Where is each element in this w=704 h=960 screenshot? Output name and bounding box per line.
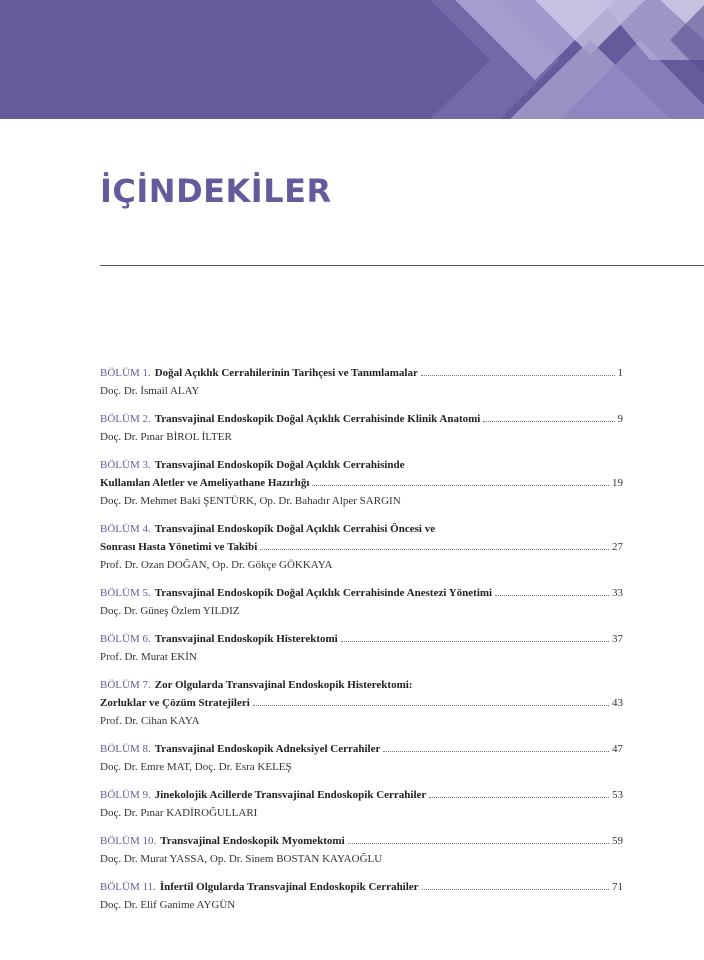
chapter-number: BÖLÜM 4.: [100, 523, 151, 535]
toc-title-line: [100, 630, 623, 648]
chapter-authors: Prof. Dr. Ozan DOĞAN, Op. Dr. Gökçe GÖKKAYA: [100, 559, 333, 571]
toc-title-line: [100, 520, 623, 538]
chapter-title: Sonrası Hasta Yönetimi ve Takibi: [100, 541, 258, 553]
chapter-title: Transvajinal Endoskopik Doğal Açıklık Cerrahisi Öncesi ve: [154, 523, 436, 535]
chapter-number: BÖLÜM 3.: [100, 459, 151, 471]
toc-entry[interactable]: [100, 786, 623, 822]
page-number: 59: [612, 835, 623, 847]
chapter-authors: Doç. Dr. Pınar KADİROĞULLARI: [100, 807, 258, 819]
chapter-title: Transvajinal Endoskopik Doğal Açıklık Cerrahisinde: [154, 459, 405, 471]
chapter-title: Transvajinal Endoskopik Doğal Açıklık Cerrahisinde Klinik Anatomi: [154, 413, 481, 425]
dot-leader: [383, 742, 609, 752]
dot-leader: [421, 366, 615, 376]
toc-entry[interactable]: [100, 410, 623, 446]
chapter-authors: Doç. Dr. Elif Ganime AYGÜN: [100, 899, 236, 911]
dot-leader: [260, 540, 609, 550]
toc-entry[interactable]: [100, 584, 623, 620]
chapter-title: İnfertil Olgularda Transvajinal Endoskopik Cerrahiler: [159, 881, 419, 893]
toc-entry[interactable]: [100, 740, 623, 776]
toc-entry[interactable]: [100, 832, 623, 868]
chapter-authors: Doç. Dr. Emre MAT, Doç. Dr. Esra KELEŞ: [100, 761, 292, 773]
page-number: 19: [612, 477, 623, 489]
chapter-number: BÖLÜM 9.: [100, 789, 151, 801]
geometric-pattern-decoration: [0, 0, 704, 119]
toc-title-line: [100, 584, 623, 602]
chapter-number: BÖLÜM 2.: [100, 413, 151, 425]
toc-entry[interactable]: [100, 520, 623, 574]
chapter-title: Kullanılan Aletler ve Ameliyathane Hazırlığı: [100, 477, 310, 489]
chapter-authors: Doç. Dr. İsmail ALAY: [100, 385, 200, 397]
chapter-number: BÖLÜM 11.: [100, 881, 156, 893]
toc-title-line: [100, 538, 623, 556]
dot-leader: [312, 476, 609, 486]
toc-title-line: [100, 410, 623, 428]
chapter-number: BÖLÜM 10.: [100, 835, 157, 847]
chapter-title: Transvajinal Endoskopik Histerektomi: [154, 633, 338, 645]
chapter-number: BÖLÜM 6.: [100, 633, 151, 645]
chapter-authors: Doç. Dr. Mehmet Baki ŞENTÜRK, Op. Dr. Bahadır Alper SARGIN: [100, 495, 401, 507]
page-title: İÇİNDEKİLER: [100, 172, 332, 210]
toc-title-line: [100, 832, 623, 850]
dot-leader: [483, 412, 614, 422]
page-number: 53: [612, 789, 623, 801]
divider: [100, 265, 704, 266]
chapter-authors: Doç. Dr. Murat YASSA, Op. Dr. Sinem BOSTAN KAYAOĞLU: [100, 853, 383, 865]
toc-title-line: [100, 740, 623, 758]
toc-entry[interactable]: [100, 364, 623, 400]
chapter-authors: Prof. Dr. Murat EKİN: [100, 651, 197, 663]
chapter-authors: Doç. Dr. Pınar BİROL İLTER: [100, 431, 232, 443]
dot-leader: [348, 834, 609, 844]
toc-entry[interactable]: [100, 630, 623, 666]
toc-entry[interactable]: [100, 878, 623, 914]
chapter-authors: Prof. Dr. Cihan KAYA: [100, 715, 200, 727]
toc-title-line: [100, 456, 623, 474]
toc-title-line: [100, 474, 623, 492]
dot-leader: [422, 880, 609, 890]
chapter-title: Doğal Açıklık Cerrahilerinin Tarihçesi ve Tanımlamalar: [154, 367, 418, 379]
page-number: 43: [612, 697, 623, 709]
dot-leader: [429, 788, 609, 798]
page-number: 71: [612, 881, 623, 893]
page-number: 1: [617, 367, 623, 379]
page-number: 9: [617, 413, 623, 425]
toc-entry[interactable]: [100, 456, 623, 510]
chapter-title: Transvajinal Endoskopik Myomektomi: [160, 835, 345, 847]
toc-title-line: [100, 676, 623, 694]
chapter-number: BÖLÜM 7.: [100, 679, 151, 691]
chapter-title: Transvajinal Endoskopik Doğal Açıklık Cerrahisinde Anestezi Yönetimi: [154, 587, 493, 599]
page-number: 33: [612, 587, 623, 599]
page-number: 27: [612, 541, 623, 553]
page-number: 47: [612, 743, 623, 755]
header-banner: [0, 0, 704, 119]
chapter-title: Jinekolojik Acillerde Transvajinal Endoskopik Cerrahiler: [154, 789, 427, 801]
toc-title-line: [100, 364, 623, 382]
table-of-contents: [100, 364, 623, 924]
chapter-number: BÖLÜM 8.: [100, 743, 151, 755]
chapter-number: BÖLÜM 5.: [100, 587, 151, 599]
chapter-number: BÖLÜM 1.: [100, 367, 151, 379]
dot-leader: [341, 632, 609, 642]
chapter-title: Transvajinal Endoskopik Adneksiyel Cerrahiler: [154, 743, 381, 755]
toc-title-line: [100, 786, 623, 804]
toc-entry[interactable]: [100, 676, 623, 730]
chapter-title: Zor Olgularda Transvajinal Endoskopik Histerektomi:: [154, 679, 413, 691]
toc-title-line: [100, 694, 623, 712]
chapter-title: Zorluklar ve Çözüm Stratejileri: [100, 697, 250, 709]
chapter-authors: Doç. Dr. Güneş Özlem YILDIZ: [100, 605, 240, 617]
toc-title-line: [100, 878, 623, 896]
dot-leader: [253, 696, 609, 706]
page-number: 37: [612, 633, 623, 645]
dot-leader: [495, 586, 609, 596]
